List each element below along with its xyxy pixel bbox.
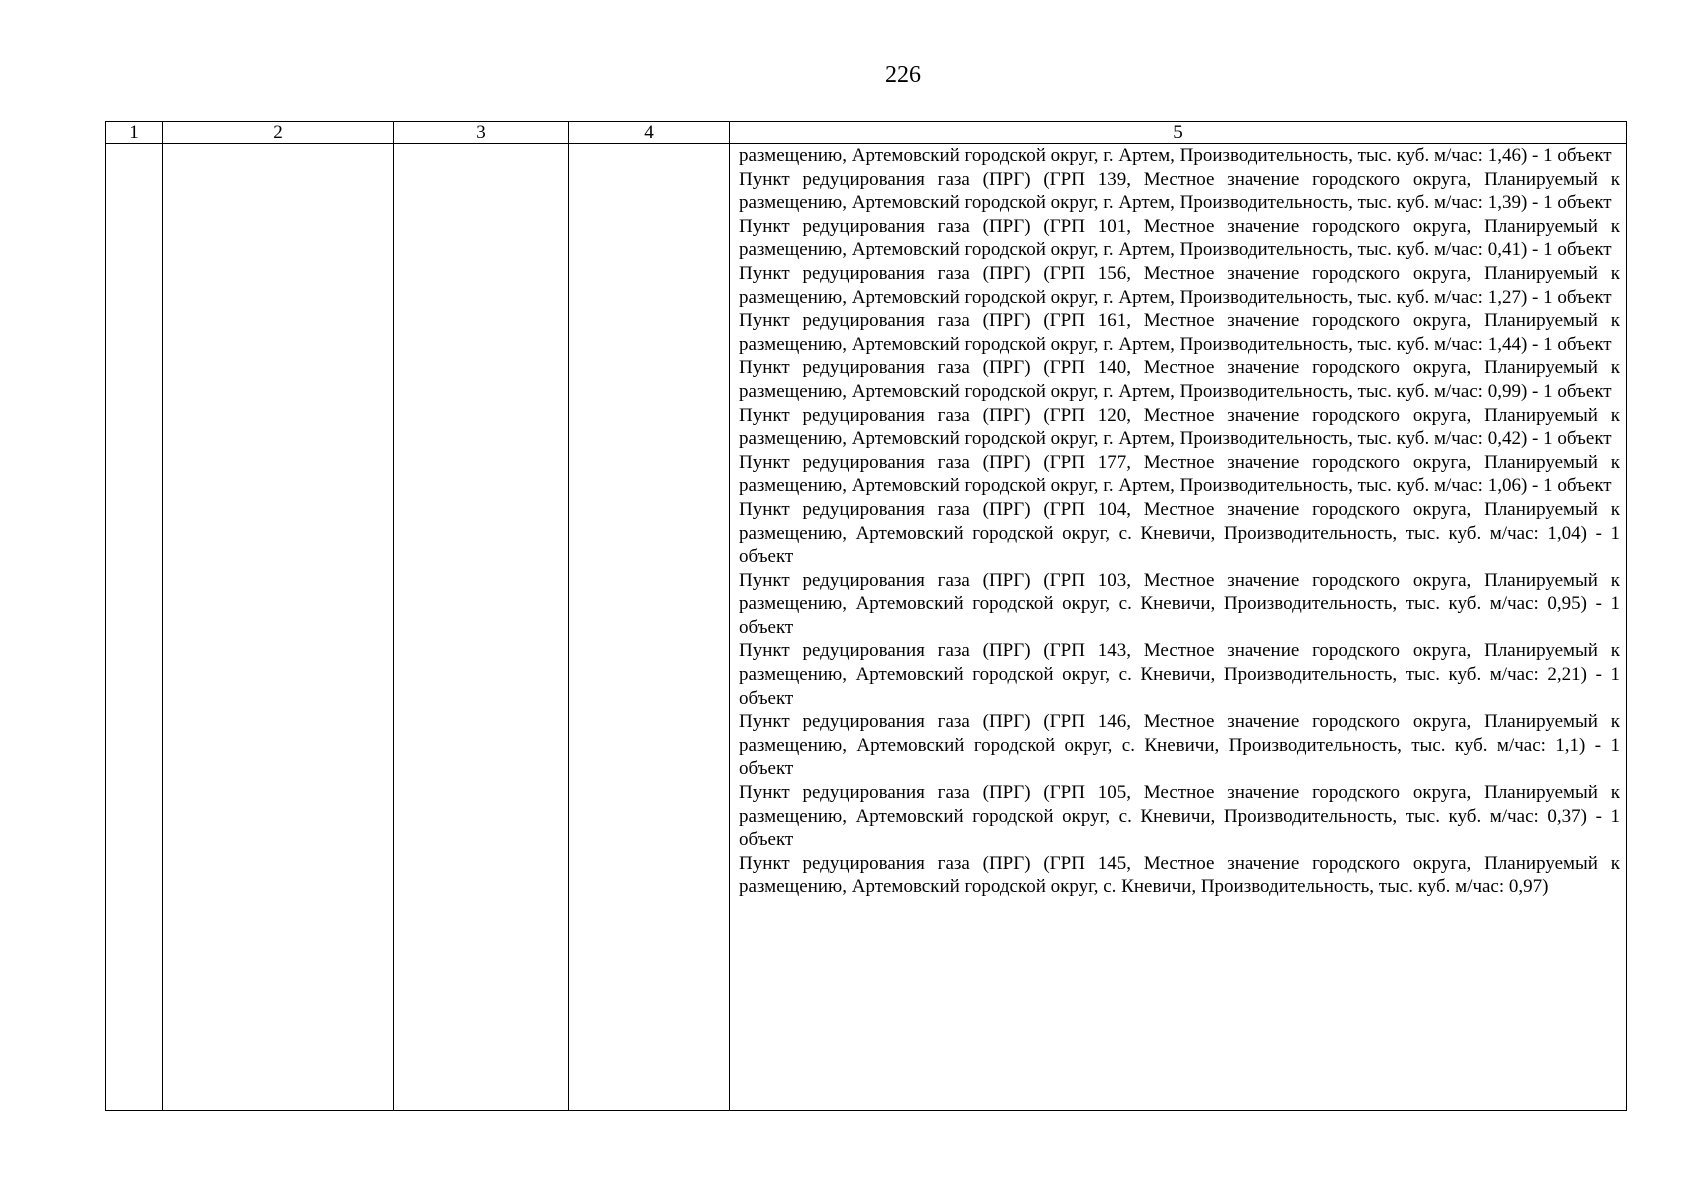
page-number: 226: [885, 62, 921, 88]
entry-text: Пункт редуцирования газа (ПРГ) (ГРП 120, Местное значение городского округа, Планируемый к размещению, Артемовский городской округ, г. Артем, Производительность, тыс. куб. м/час: 0,42) - 1 объект: [739, 404, 1620, 450]
table-row: [106, 144, 1627, 1111]
cell-col-2: [163, 144, 394, 1111]
entry-text: Пункт редуцирования газа (ПРГ) (ГРП 145, Местное значение городского округа, Планируемый к размещению, Артемовский городской округ, с. Кневичи, Производительность, тыс. куб. м/час: 0,97): [739, 852, 1620, 898]
entry-text: Пункт редуцирования газа (ПРГ) (ГРП 139, Местное значение городского округа, Планируемый к размещению, Артемовский городской округ, г. Артем, Производительность, тыс. куб. м/час: 1,39) - 1 объект: [739, 168, 1620, 214]
entry-text: Пункт редуцирования газа (ПРГ) (ГРП 140, Местное значение городского округа, Планируемый к размещению, Артемовский городской округ, г. Артем, Производительность, тыс. куб. м/час: 0,99) - 1 объект: [739, 357, 1620, 402]
entry-text: Пункт редуцирования газа (ПРГ) (ГРП 101, Местное значение городского округа, Планируемый к размещению, Артемовский городской округ, г. Артем, Производительность, тыс. куб. м/час: 0,41) - 1 объект: [739, 215, 1620, 261]
cell-col-4: [569, 144, 730, 1111]
column-header-2: 2: [163, 122, 394, 144]
entry-text: Пункт редуцирования газа (ПРГ) (ГРП 177, Местное значение городского округа, Планируемый к размещению, Артемовский городской округ, г. Артем, Производительность, тыс. куб. м/час: 1,06) - 1 объект: [739, 451, 1620, 497]
column-header-1: 1: [106, 122, 163, 144]
cell-col-1: [106, 144, 163, 1111]
entry-text: Пункт редуцирования газа (ПРГ) (ГРП 105, Местное значение городского округа, Планируемый к размещению, Артемовский городской округ, с. Кневичи, Производительность, тыс. куб. м/час: 0,37) - 1 объект: [739, 782, 1620, 851]
cell-col-5: [730, 144, 1627, 1111]
column-header-5: 5: [730, 122, 1627, 144]
column-header-3: 3: [394, 122, 569, 144]
entry-text: Пункт редуцирования газа (ПРГ) (ГРП 146, Местное значение городского округа, Планируемый к размещению, Артемовский городской округ, с. Кневичи, Производительность, тыс. куб. м/час: 1,1) - 1 объект: [739, 711, 1620, 780]
entry-text: Пункт редуцирования газа (ПРГ) (ГРП 156, Местное значение городского округа, Планируемый к размещению, Артемовский городской округ, г. Артем, Производительность, тыс. куб. м/час: 1,27) - 1 объект: [739, 262, 1620, 308]
table-header-row: [106, 122, 1627, 144]
entry-text: Пункт редуцирования газа (ПРГ) (ГРП 161, Местное значение городского округа, Планируемый к размещению, Артемовский городской округ, г. Артем, Производительность, тыс. куб. м/час: 1,44) - 1 объект: [739, 310, 1620, 355]
document-table: [105, 121, 1627, 1111]
entry-text: Пункт редуцирования газа (ПРГ) (ГРП 104, Местное значение городского округа, Планируемый к размещению, Артемовский городской округ, с. Кневичи, Производительность, тыс. куб. м/час: 1,04) - 1 объект: [739, 498, 1620, 568]
entry-text: Пункт редуцирования газа (ПРГ) (ГРП 143, Местное значение городского округа, Планируемый к размещению, Артемовский городской округ, с. Кневичи, Производительность, тыс. куб. м/час: 2,21) - 1 объект: [739, 640, 1620, 709]
column-header-4: 4: [569, 122, 730, 144]
entry-text: Пункт редуцирования газа (ПРГ) (ГРП 103, Местное значение городского округа, Планируемый к размещению, Артемовский городской округ, с. Кневичи, Производительность, тыс. куб. м/час: 0,95) - 1 объект: [739, 569, 1620, 638]
cell-col-3: [394, 144, 569, 1111]
entry-text: размещению, Артемовский городской округ, г. Артем, Производительность, тыс. куб. м/час: 1,46) - 1 объект: [739, 145, 1612, 166]
